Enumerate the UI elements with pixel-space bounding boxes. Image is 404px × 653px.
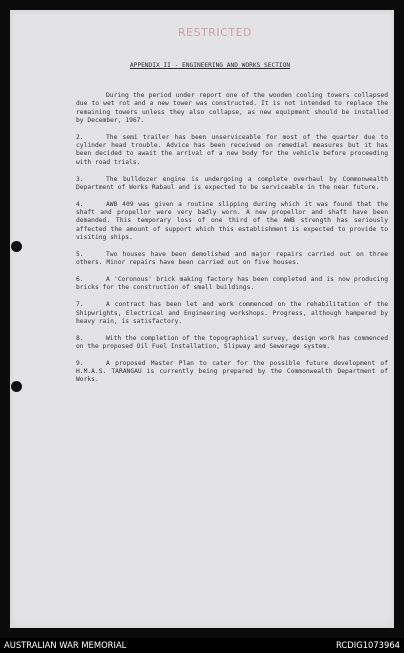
punch-hole-bottom (11, 381, 22, 392)
paragraph-number: 2. (76, 133, 84, 141)
paragraph-number: 8. (76, 334, 84, 342)
restricted-stamp: RESTRICTED (177, 26, 252, 39)
paragraph-text: With the completion of the topographical survey, design work has commenced on the proposed Oil Fuel Installation, Slipway and Sewerage system. (76, 334, 388, 350)
paragraph-number: 4. (76, 200, 84, 208)
paragraph-7 (76, 301, 388, 326)
document-title: APPENDIX II - ENGINEERING AND WORKS SECTION (129, 62, 291, 69)
document-page (10, 10, 394, 628)
paragraph-text: AWB 409 was given a routine slipping during which it was found that the shaft and propellor were very badly worn. A new propellor and shaft have been demanded. This temporary loss of one third of the AWB strength has seriously affected the amount of support which this establishment is expected to provide to visiting ships. (76, 200, 388, 241)
paragraph-9 (76, 360, 388, 385)
archive-footer (0, 638, 404, 653)
paragraph-number: 9. (76, 359, 84, 367)
paragraph-text: The bulldozer engine is undergoing a complete overhaul by Commonwealth Department of Works Rabaul and is expected to be serviceable in the near future. (76, 175, 388, 191)
archive-name: AUSTRALIAN WAR MEMORIAL (4, 640, 127, 650)
paragraph-text: A proposed Master Plan to cater for the possible future development of H.M.A.S. TARANGAU is currently being prepared by the Commonwealth Department of Works. (76, 359, 388, 384)
paragraph-number: 5. (76, 250, 84, 258)
paragraph-number: 3. (76, 175, 84, 183)
paragraph-text: A contract has been let and work commenced on the rehabilitation of the Shipwrights, Electrical and Engineering workshops. Progress, although hampered by heavy rain, is satisfactory. (76, 301, 388, 325)
paragraph-3 (76, 176, 388, 193)
paragraph-text: Two houses have been demolished and major repairs carried out on three others. Minor repairs have been carried out on five houses. (76, 250, 388, 267)
paragraph-text: During the period under report one of the wooden cooling towers collapsed due to wet rot and a new tower was constructed. It is not intended to replace the remaining towers unless they also collapse, as new equipment should be installed by December, 1967. (76, 92, 388, 124)
paragraph-text: The semi trailer has been unserviceable for most of the quarter due to cylinder head trouble. Advice has been received on remedial measures but it has been decided to await the arrival of a new body for the vehicle before proceeding with road trials. (76, 133, 388, 166)
paragraph-4 (76, 201, 388, 242)
record-id: RCDIG1073964 (336, 640, 400, 650)
paragraph-8 (76, 335, 388, 352)
paragraph-1 (76, 92, 388, 125)
paragraph-number: 6. (76, 276, 84, 284)
paragraph-2 (76, 134, 388, 167)
paragraph-number: 7. (76, 301, 84, 309)
paragraph-6 (76, 276, 388, 293)
paragraph-5 (76, 251, 388, 268)
punch-hole-top (11, 241, 22, 252)
document-body (76, 92, 388, 393)
paragraph-text: A 'Coronous' brick making factory has been completed and is now producing bricks for the construction of small buildings. (76, 276, 388, 292)
